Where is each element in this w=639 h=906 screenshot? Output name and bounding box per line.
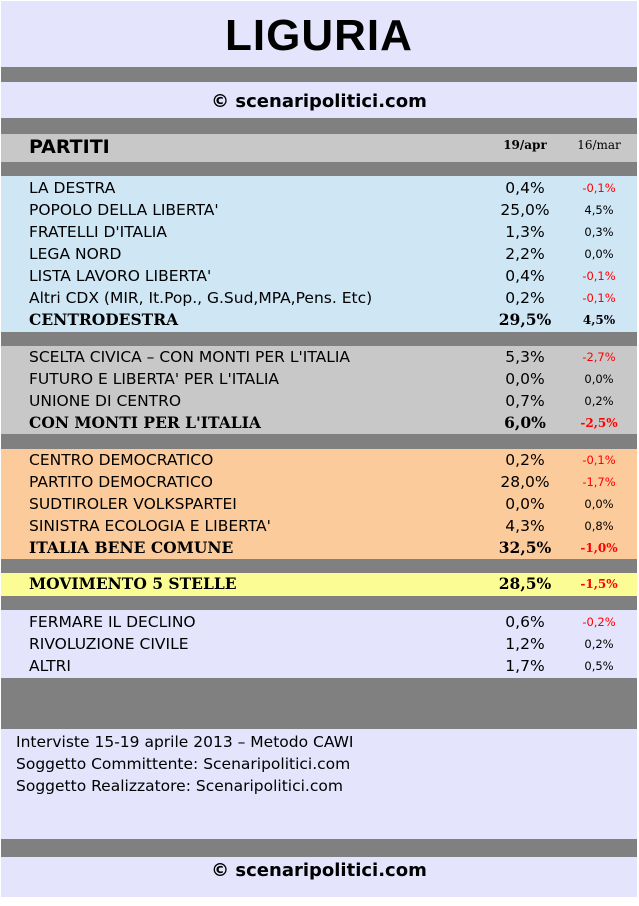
party-value: 0,0% <box>505 495 545 513</box>
party-name: FUTURO E LIBERTA' PER L'ITALIA <box>29 370 280 388</box>
party-change: 0,0% <box>584 497 614 511</box>
table-row <box>1 221 637 243</box>
party-name: LA DESTRA <box>29 179 116 197</box>
party-change: -0,2% <box>582 615 616 629</box>
party-name: UNIONE DI CENTRO <box>29 392 182 410</box>
table-row <box>1 265 637 287</box>
table-row <box>1 346 637 368</box>
survey-notes <box>1 729 637 839</box>
party-change: -2,7% <box>582 350 616 364</box>
group-total-name: MOVIMENTO 5 STELLE <box>29 574 237 593</box>
party-change: -0,1% <box>582 291 616 305</box>
party-value: 0,2% <box>505 451 545 469</box>
party-value: 0,4% <box>505 179 545 197</box>
group-total-change: -1,5% <box>580 577 618 591</box>
table-row <box>1 493 637 515</box>
party-change: 4,5% <box>584 203 614 217</box>
notes-line: Interviste 15-19 aprile 2013 – Metodo CAWI <box>16 733 354 751</box>
group-total-value: 6,0% <box>504 413 546 432</box>
party-name: SUDTIROLER VOLKSPARTEI <box>29 495 237 513</box>
table-header <box>1 134 637 162</box>
group-total-name: ITALIA BENE COMUNE <box>29 538 234 557</box>
footer-strip <box>1 885 637 897</box>
group-total-change: -2,5% <box>580 416 618 430</box>
party-name: POPOLO DELLA LIBERTA' <box>29 201 219 219</box>
party-change: -0,1% <box>582 181 616 195</box>
group-total-name: CON MONTI PER L'ITALIA <box>29 413 261 432</box>
table-row <box>1 368 637 390</box>
column-header-party: PARTITI <box>29 136 110 158</box>
party-value: 25,0% <box>500 201 550 219</box>
group-total-value: 29,5% <box>498 310 552 329</box>
divider <box>1 118 637 134</box>
party-change: -0,1% <box>582 269 616 283</box>
table-row <box>1 449 637 471</box>
divider <box>1 678 637 729</box>
divider <box>1 434 637 449</box>
column-header-previous: 16/mar <box>577 138 621 152</box>
party-name: LISTA LAVORO LIBERTA' <box>29 267 212 285</box>
party-value: 0,6% <box>505 613 545 631</box>
party-value: 5,3% <box>505 348 545 366</box>
group-italia-bene-comune <box>1 449 637 559</box>
group-centrodestra <box>1 176 637 332</box>
party-name: ALTRI <box>29 657 71 675</box>
group-monti <box>1 346 637 434</box>
group-total-change: -1,0% <box>580 541 618 555</box>
divider <box>1 332 637 346</box>
party-change: 0,5% <box>584 659 614 673</box>
group-total-row <box>1 412 637 434</box>
party-change: 0,3% <box>584 225 614 239</box>
party-value: 1,2% <box>505 635 545 653</box>
table-row <box>1 471 637 493</box>
page-title: LIGURIA <box>1 1 637 67</box>
party-change: -0,1% <box>582 453 616 467</box>
party-name: SINISTRA ECOLOGIA E LIBERTA' <box>29 517 271 535</box>
party-value: 0,2% <box>505 289 545 307</box>
party-change: 0,8% <box>584 519 614 533</box>
group-total-row <box>1 309 637 331</box>
table-row <box>1 515 637 537</box>
notes-line: Soggetto Committente: Scenaripolitici.com <box>16 755 351 773</box>
party-change: 0,0% <box>584 247 614 261</box>
party-name: FRATELLI D'ITALIA <box>29 223 167 241</box>
table-row <box>1 390 637 412</box>
divider <box>1 67 637 82</box>
divider <box>1 839 637 857</box>
table-row <box>1 177 637 199</box>
bottom-credit: © scenaripolitici.com <box>1 857 637 885</box>
table-row <box>1 655 637 677</box>
group-total-value: 28,5% <box>498 574 552 593</box>
party-value: 1,3% <box>505 223 545 241</box>
party-value: 0,7% <box>505 392 545 410</box>
top-credit: © scenaripolitici.com <box>1 82 637 118</box>
group-total-change: 4,5% <box>582 313 616 327</box>
party-name: SCELTA CIVICA – CON MONTI PER L'ITALIA <box>29 348 351 366</box>
party-change: 0,0% <box>584 372 614 386</box>
party-name: LEGA NORD <box>29 245 122 263</box>
party-change: 0,2% <box>584 394 614 408</box>
party-value: 0,4% <box>505 267 545 285</box>
party-name: PARTITO DEMOCRATICO <box>29 473 213 491</box>
party-name: Altri CDX (MIR, It.Pop., G.Sud,MPA,Pens. Etc) <box>29 289 373 307</box>
group-total-name: CENTRODESTRA <box>29 310 179 329</box>
party-name: CENTRO DEMOCRATICO <box>29 451 214 469</box>
column-header-current: 19/apr <box>503 138 547 152</box>
table-row <box>1 633 637 655</box>
divider <box>1 596 637 610</box>
divider <box>1 559 637 573</box>
group-total-row <box>1 537 637 559</box>
table-row <box>1 199 637 221</box>
party-name: FERMARE IL DECLINO <box>29 613 196 631</box>
divider <box>1 162 637 176</box>
notes-line: Soggetto Realizzatore: Scenaripolitici.com <box>16 777 343 795</box>
group-movimento-5-stelle <box>1 573 637 596</box>
notes-text <box>16 731 353 797</box>
party-value: 1,7% <box>505 657 545 675</box>
group-total-value: 32,5% <box>498 538 552 557</box>
party-value: 0,0% <box>505 370 545 388</box>
table-row <box>1 243 637 265</box>
party-change: -1,7% <box>582 475 616 489</box>
party-change: 0,2% <box>584 637 614 651</box>
table-row <box>1 611 637 633</box>
party-value: 28,0% <box>500 473 550 491</box>
party-value: 2,2% <box>505 245 545 263</box>
group-others <box>1 610 637 678</box>
group-total-row <box>1 573 637 595</box>
party-value: 4,3% <box>505 517 545 535</box>
party-name: RIVOLUZIONE CIVILE <box>29 635 189 653</box>
table-row <box>1 287 637 309</box>
